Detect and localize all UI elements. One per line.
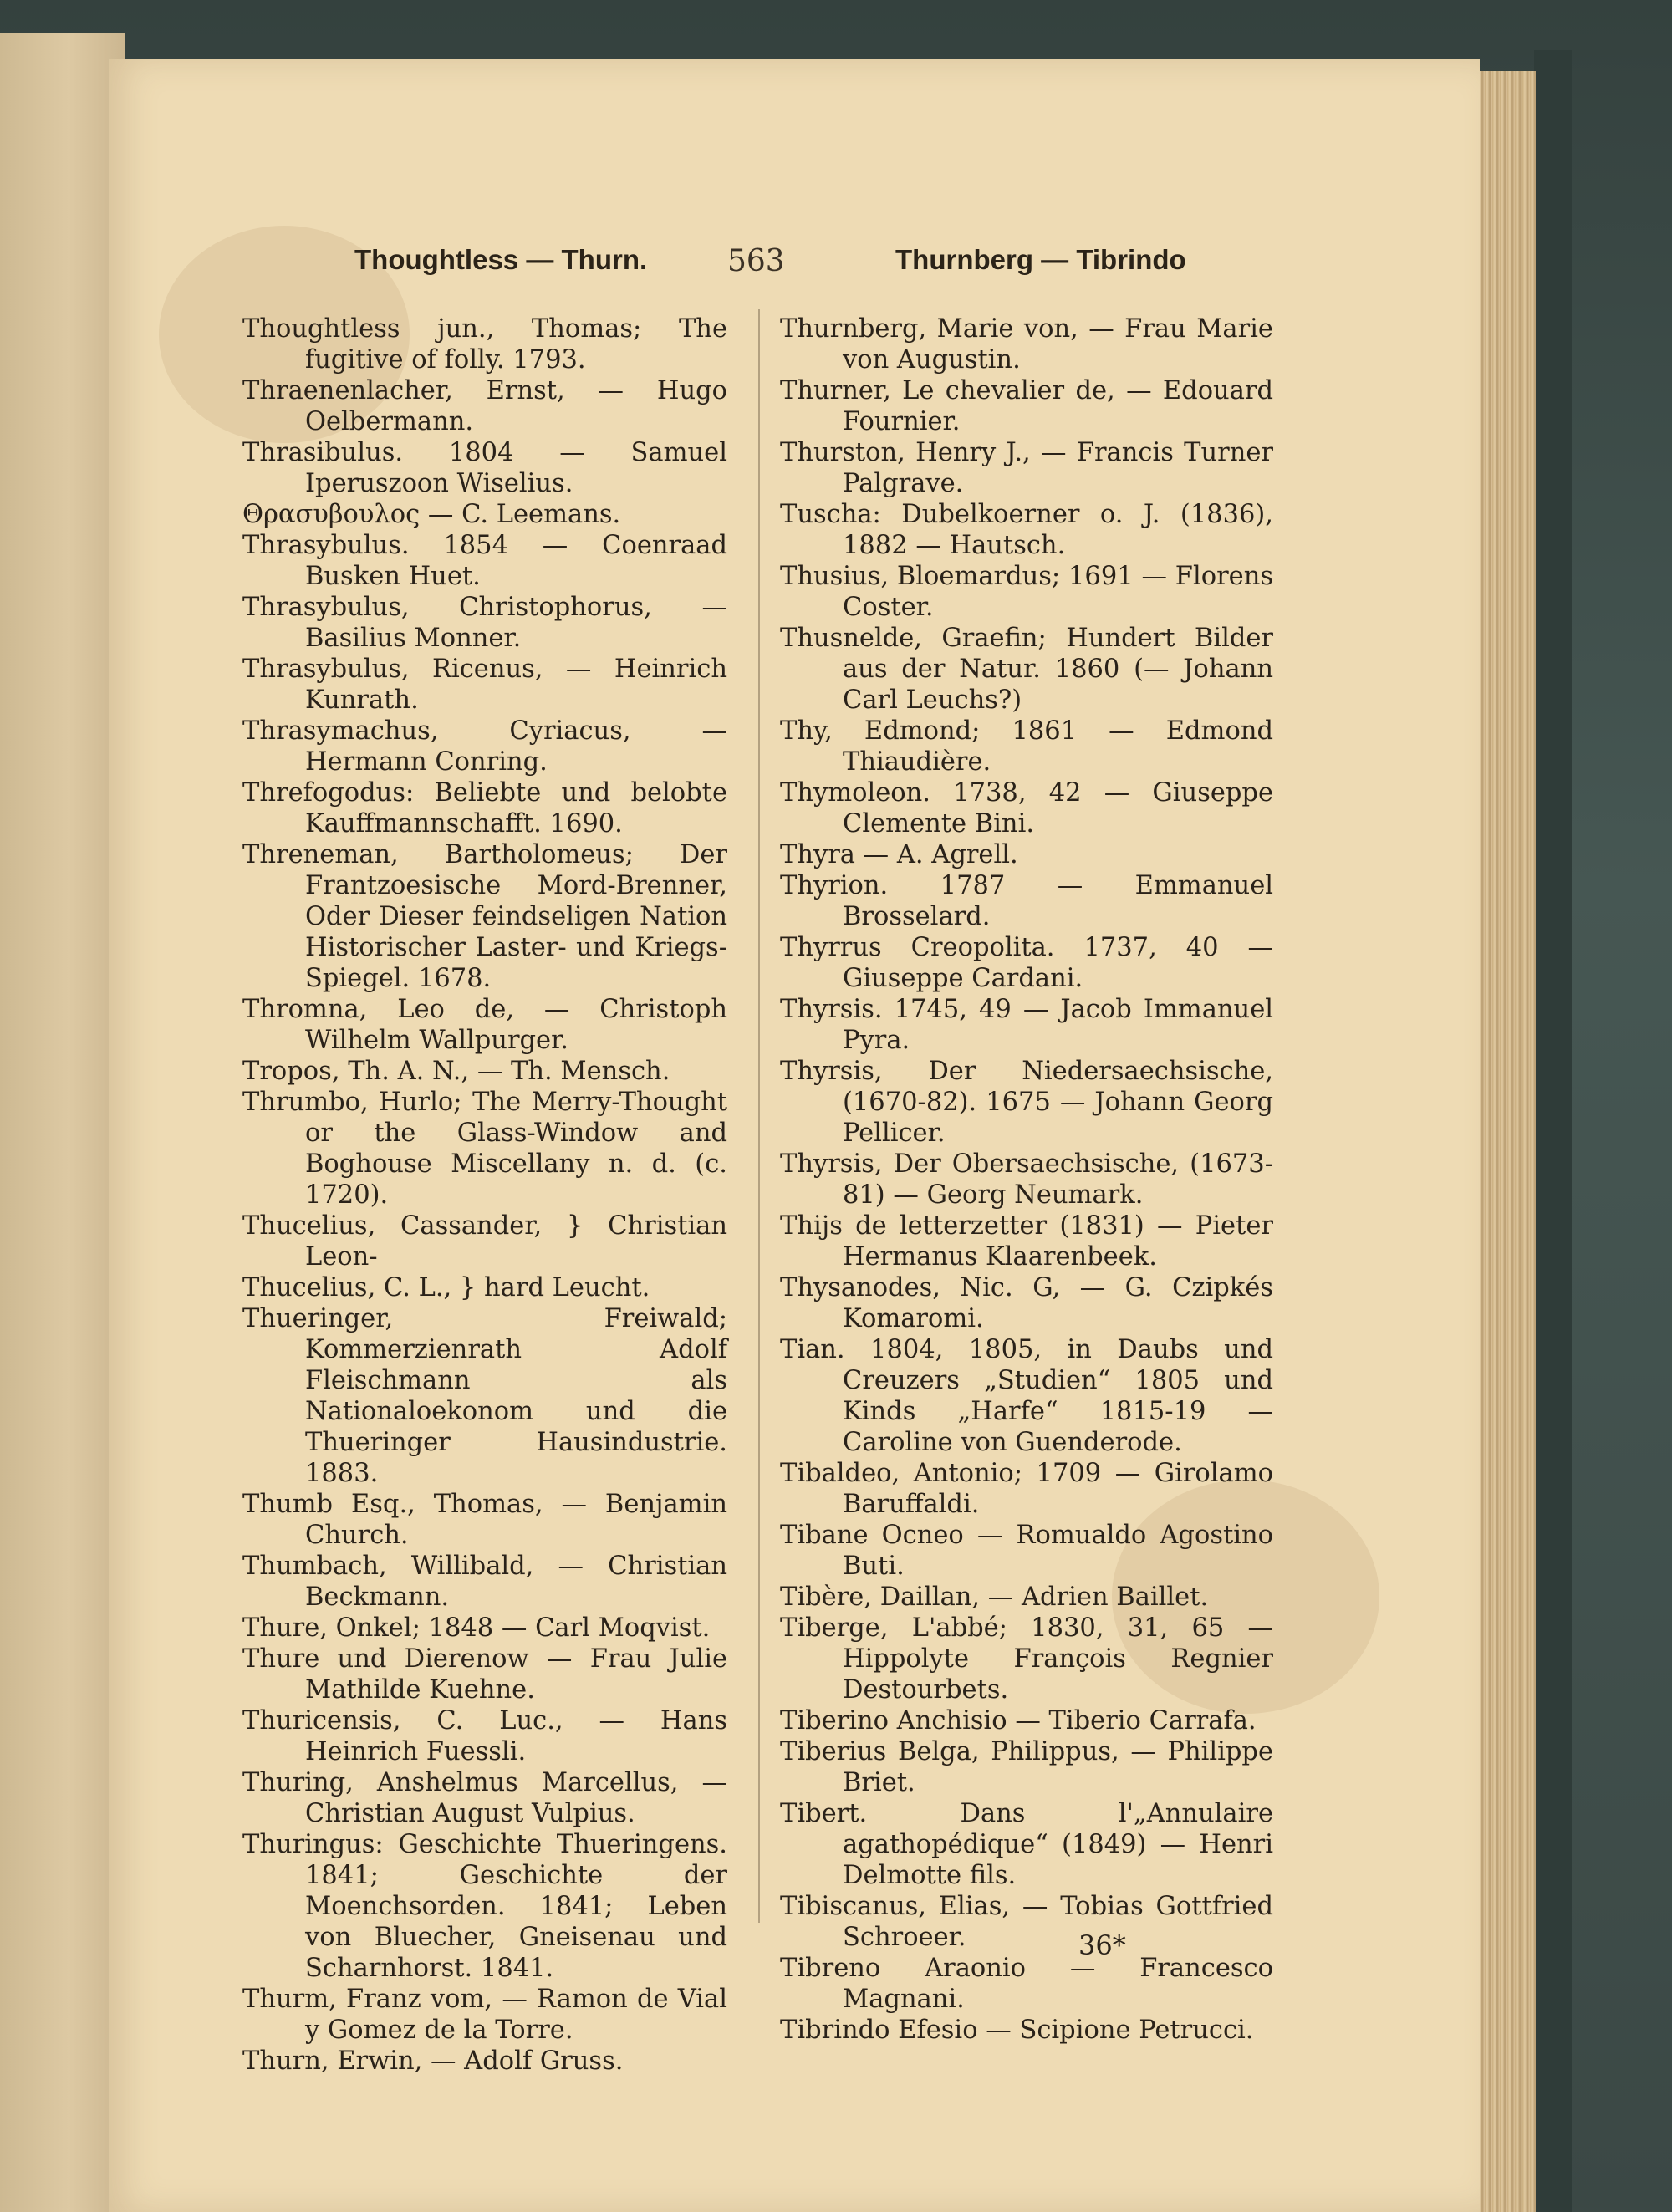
index-entry: Thyrsis, Der Obersaechsische, (1673-81) — Georg Neumark. — [780, 1149, 1273, 1210]
right-column — [780, 313, 1273, 2046]
index-entry: Thucelius, Cassander, } Christian Leon- — [242, 1211, 727, 1272]
index-entry: Thuricensis, C. Luc., — Hans Heinrich Fuessli. — [242, 1706, 727, 1766]
page-number: 563 — [727, 244, 785, 278]
index-entry: Thure und Dierenow — Frau Julie Mathilde Kuehne. — [242, 1644, 727, 1705]
index-entry: Thyrion. 1787 — Emmanuel Brosselard. — [780, 871, 1273, 931]
index-entry: Thrasymachus, Cyriacus, — Hermann Conring. — [242, 716, 727, 777]
index-entry: Tibane Ocneo — Romualdo Agostino Buti. — [780, 1521, 1273, 1581]
index-entry: Thure, Onkel; 1848 — Carl Moqvist. — [242, 1613, 711, 1643]
index-entry: Thumb Esq., Thomas, — Benjamin Church. — [242, 1490, 727, 1550]
index-entry: Tian. 1804, 1805, in Daubs und Creuzers „Studien“ 1805 und Kinds „Harfe“ 1815-19 — Caroline von Guenderode. — [780, 1335, 1273, 1457]
previous-page-edge — [0, 33, 125, 2212]
index-entry: Thurnberg, Marie von, — Frau Marie von Augustin. — [780, 314, 1273, 375]
index-entry: Thrasybulus, Ricenus, — Heinrich Kunrath. — [242, 655, 727, 715]
index-entry: Θρασυβουλος — C. Leemans. — [242, 500, 621, 529]
index-entry: Thueringer, Freiwald; Kommerzienrath Adolf Fleischmann als Nationaloekonom und die Thueringer Hausindustrie. 1883. — [242, 1304, 727, 1488]
left-column — [242, 313, 727, 2077]
index-entry: Thy, Edmond; 1861 — Edmond Thiaudière. — [780, 716, 1273, 777]
index-entry: Thurm, Franz vom, — Ramon de Vial y Gomez de la Torre. — [242, 1985, 727, 2045]
index-entry: Thurn, Erwin, — Adolf Gruss. — [242, 2046, 624, 2076]
index-entry: Thijs de letterzetter (1831) — Pieter Hermanus Klaarenbeek. — [780, 1211, 1273, 1272]
column-divider — [758, 309, 760, 1923]
index-entry: Thumbach, Willibald, — Christian Beckmann. — [242, 1552, 727, 1612]
index-entry: Thrumbo, Hurlo; The Merry-Thought or the Glass-Window and Boghouse Miscellany n. d. (c. 1720). — [242, 1088, 727, 1210]
running-head-left: Thoughtless — Thurn. — [354, 244, 648, 275]
index-entry: Tibère, Daillan, — Adrien Baillet. — [780, 1583, 1209, 1612]
index-entry: Tiberino Anchisio — Tiberio Carrafa. — [780, 1706, 1257, 1735]
index-entry: Thyrrus Creopolita. 1737, 40 — Giuseppe Cardani. — [780, 933, 1273, 993]
index-entry: Tuscha: Dubelkoerner o. J. (1836), 1882 — Hautsch. — [780, 500, 1273, 560]
index-entry: Thyrsis, Der Niedersaechsische, (1670-82). 1675 — Johann Georg Pellicer. — [780, 1057, 1273, 1148]
book-cover-edge — [1534, 50, 1572, 2212]
page-stack-edge — [1476, 71, 1536, 2212]
index-entry: Tibrindo Efesio — Scipione Petrucci. — [780, 2016, 1254, 2045]
running-head-right: Thurnberg — Tibrindo — [895, 244, 1186, 275]
signature-mark: 36* — [1078, 1929, 1126, 1961]
index-entry: Thusius, Bloemardus; 1691 — Florens Coster. — [780, 562, 1273, 622]
index-entry: Tiberius Belga, Philippus, — Philippe Briet. — [780, 1737, 1273, 1797]
index-entry: Tiberge, L'abbé; 1830, 31, 65 — Hippolyte François Regnier Destourbets. — [780, 1613, 1273, 1705]
index-entry: Thucelius, C. L., } hard Leucht. — [242, 1273, 650, 1302]
index-entry: Threneman, Bartholomeus; Der Frantzoesische Mord-Brenner, Oder Dieser feindseligen Nation Historischer Laster- und Kriegs-Spiegel. 1678. — [242, 840, 727, 993]
index-entry: Thrasybulus. 1854 — Coenraad Busken Huet. — [242, 531, 727, 591]
index-entry: Tropos, Th. A. N., — Th. Mensch. — [242, 1057, 670, 1086]
index-entry: Thymoleon. 1738, 42 — Giuseppe Clemente Bini. — [780, 778, 1273, 838]
index-entry: Tibert. Dans l'„Annulaire agathopédique“ (1849) — Henri Delmotte fils. — [780, 1799, 1273, 1890]
index-entry: Thrasibulus. 1804 — Samuel Iperuszoon Wiselius. — [242, 438, 727, 498]
index-entry: Thurston, Henry J., — Francis Turner Palgrave. — [780, 438, 1273, 498]
index-entry: Thyra — A. Agrell. — [780, 840, 1018, 869]
index-entry: Thysanodes, Nic. G, — G. Czipkés Komaromi. — [780, 1273, 1273, 1333]
index-entry: Thuringus: Geschichte Thueringens. 1841; Geschichte der Moenchsorden. 1841; Leben von Bluecher, Gneisenau und Scharnhorst. 1841. — [242, 1830, 727, 1983]
index-entry: Thurner, Le chevalier de, — Edouard Fournier. — [780, 376, 1273, 436]
index-entry: Thraenenlacher, Ernst, — Hugo Oelbermann. — [242, 376, 727, 436]
index-entry: Thoughtless jun., Thomas; The fugitive of folly. 1793. — [242, 314, 727, 375]
index-entry: Threfogodus: Beliebte und belobte Kauffmannschafft. 1690. — [242, 778, 727, 838]
index-entry: Thromna, Leo de, — Christoph Wilhelm Wallpurger. — [242, 995, 727, 1055]
index-entry: Thrasybulus, Christophorus, — Basilius Monner. — [242, 593, 727, 653]
index-entry: Thyrsis. 1745, 49 — Jacob Immanuel Pyra. — [780, 995, 1273, 1055]
index-entry: Thuring, Anshelmus Marcellus, — Christian August Vulpius. — [242, 1768, 727, 1828]
index-entry: Tibaldeo, Antonio; 1709 — Girolamo Baruffaldi. — [780, 1459, 1273, 1519]
index-entry: Thusnelde, Graefin; Hundert Bilder aus der Natur. 1860 (— Johann Carl Leuchs?) — [780, 624, 1273, 715]
index-entry: Tibiscanus, Elias, — Tobias Gottfried Schroeer. — [780, 1892, 1273, 1952]
index-entry: Tibreno Araonio — Francesco Magnani. — [780, 1954, 1273, 2014]
